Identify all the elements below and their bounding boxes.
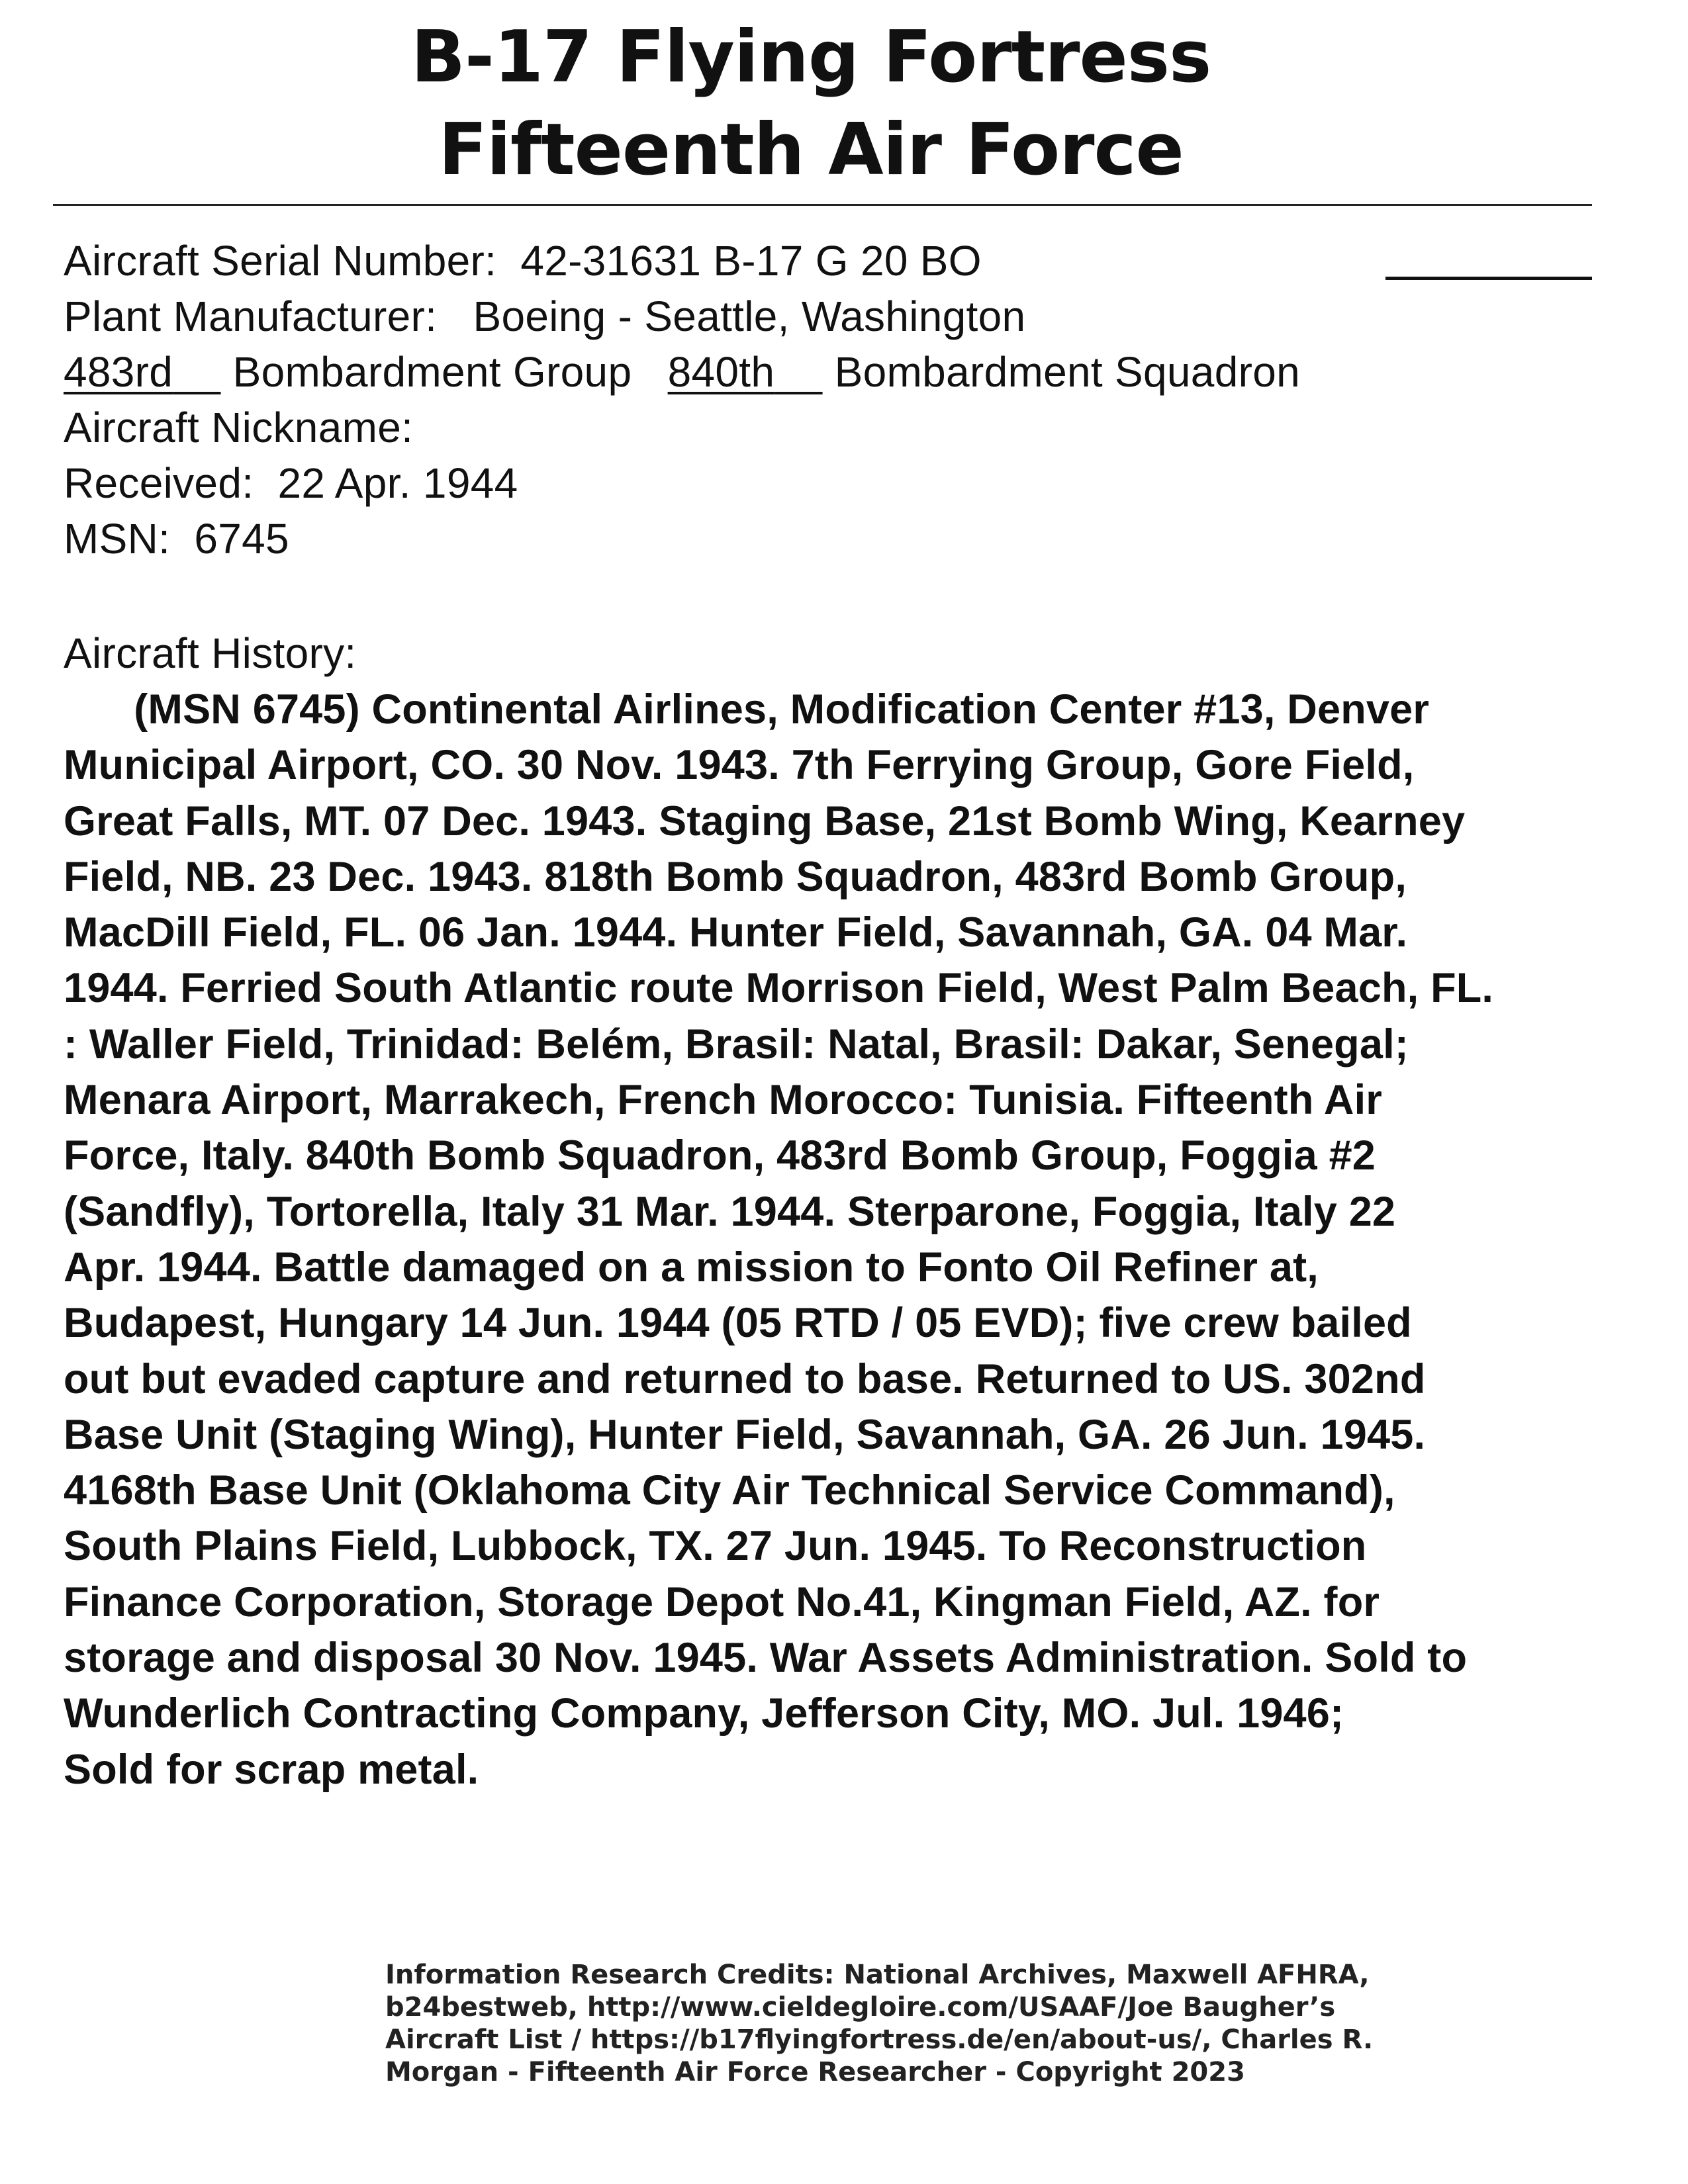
history-line: MacDill Field, FL. 06 Jan. 1944. Hunter Field, Savannah, GA. 04 Mar.	[64, 909, 1408, 956]
history-label: Aircraft History:	[64, 629, 357, 677]
serial-number-label: Aircraft Serial Number:	[64, 237, 497, 285]
credits-line: b24bestweb, http://www.cieldegloire.com/USAAF/Joe Baugher’s	[385, 1992, 1336, 2023]
unit-row	[64, 344, 1613, 400]
history-line: storage and disposal 30 Nov. 1945. War Assets Administration. Sold to	[64, 1635, 1468, 1682]
history-line: (Sandfly), Tortorella, Italy 31 Mar. 1944. Sterparone, Foggia, Italy 22	[64, 1188, 1396, 1235]
history-line: Apr. 1944. Battle damaged on a mission to Fonto Oil Refiner at,	[64, 1244, 1319, 1291]
history-line: Base Unit (Staging Wing), Hunter Field, Savannah, GA. 26 Jun. 1945.	[64, 1411, 1426, 1458]
history-line: : Waller Field, Trinidad: Belém, Brasil: Natal, Brasil: Dakar, Senegal;	[64, 1021, 1409, 1068]
page-subtitle: Fifteenth Air Force	[438, 109, 1184, 191]
credits-text	[385, 1959, 1373, 2089]
history-line: Force, Italy. 840th Bomb Squadron, 483rd Bomb Group, Foggia #2	[64, 1132, 1376, 1179]
manufacturer-value: Boeing - Seattle, Washington	[473, 293, 1026, 340]
received-label: Received:	[64, 459, 254, 507]
credits-line: Morgan - Fifteenth Air Force Researcher - Copyright 2023	[385, 2057, 1245, 2087]
msn-row	[64, 511, 1613, 567]
squadron-label: Bombardment Squadron	[834, 348, 1300, 396]
history-line: South Plains Field, Lubbock, TX. 27 Jun. 1945. To Reconstruction	[64, 1523, 1367, 1570]
history-line: Field, NB. 23 Dec. 1943. 818th Bomb Squadron, 483rd Bomb Group,	[64, 853, 1407, 900]
history-line: (MSN 6745) Continental Airlines, Modification Center #13, Denver	[64, 686, 1430, 733]
history-line: out but evaded capture and returned to base. Returned to US. 302nd	[64, 1355, 1426, 1402]
received-value: 22 Apr. 1944	[277, 459, 518, 507]
history-line: 1944. Ferried South Atlantic route Morrison Field, West Palm Beach, FL.	[64, 965, 1494, 1012]
manufacturer-label: Plant Manufacturer:	[64, 293, 438, 340]
credits-line: Aircraft List / https://b17flyingfortress.de/en/about-us/, Charles R.	[385, 2025, 1374, 2055]
manufacturer-row	[64, 289, 1613, 344]
squadron-value: 840th	[667, 348, 775, 396]
nickname-row	[64, 400, 1613, 455]
serial-number-row	[64, 233, 1613, 289]
serial-number-value: 42-31631 B-17 G 20 BO	[520, 237, 982, 285]
page-title: B-17 Flying Fortress	[410, 16, 1211, 99]
history-line: 4168th Base Unit (Oklahoma City Air Technical Service Command),	[64, 1467, 1395, 1514]
header-divider	[53, 204, 1592, 206]
msn-value: 6745	[194, 515, 289, 563]
serial-blank-line	[1385, 277, 1592, 280]
history-line: Great Falls, MT. 07 Dec. 1943. Staging Base, 21st Bomb Wing, Kearney	[64, 797, 1466, 844]
nickname-label: Aircraft Nickname:	[64, 404, 414, 451]
history-text	[64, 682, 1688, 1797]
history-line: Sold for scrap metal.	[64, 1746, 479, 1793]
group-value: 483rd	[64, 348, 173, 396]
history-line: Wunderlich Contracting Company, Jefferson City, MO. Jul. 1946;	[64, 1690, 1344, 1737]
history-line: Finance Corporation, Storage Depot No.41, Kingman Field, AZ. for	[64, 1578, 1380, 1625]
received-row	[64, 455, 1613, 511]
group-label: Bombardment Group	[232, 348, 632, 396]
msn-label: MSN:	[64, 515, 171, 563]
history-line: Budapest, Hungary 14 Jun. 1944 (05 RTD / 05 EVD); five crew bailed	[64, 1300, 1412, 1347]
history-line: Municipal Airport, CO. 30 Nov. 1943. 7th Ferrying Group, Gore Field,	[64, 742, 1415, 789]
history-line: Menara Airport, Marrakech, French Morocco: Tunisia. Fifteenth Air	[64, 1077, 1382, 1124]
credits-line: Information Research Credits: National Archives, Maxwell AFHRA,	[385, 1960, 1370, 1990]
